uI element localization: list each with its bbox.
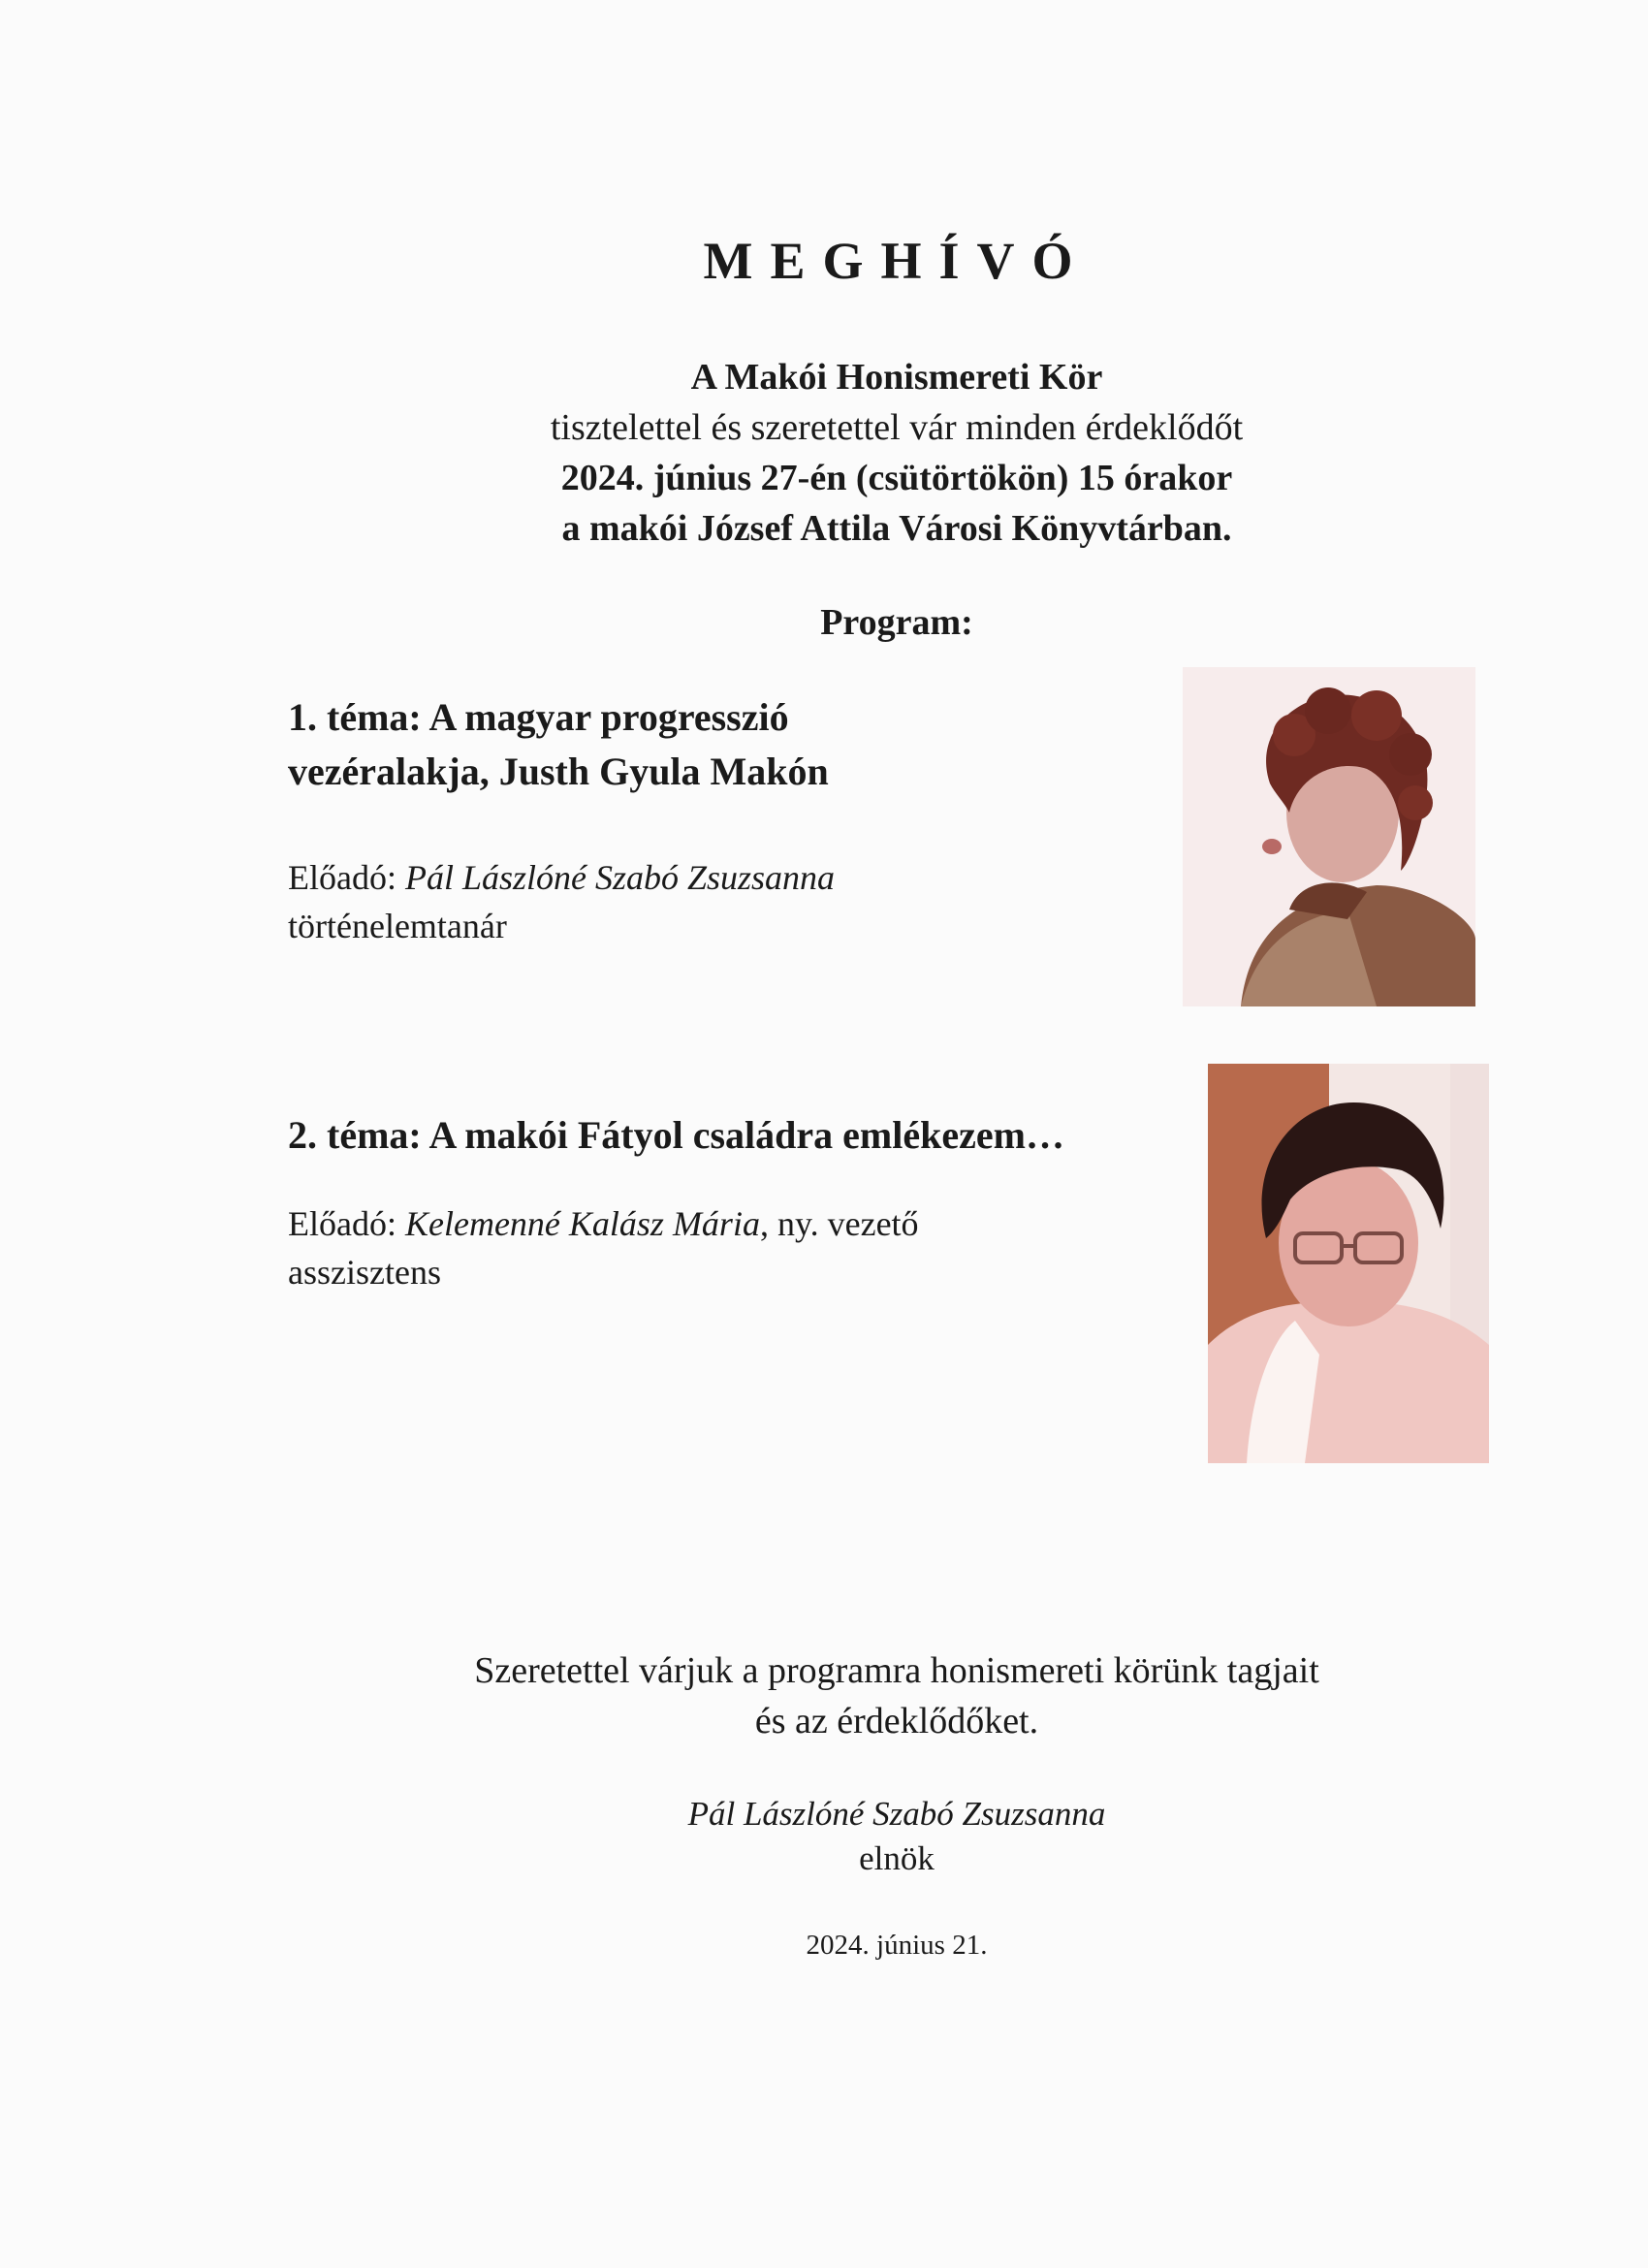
closing-line2: és az érdeklődőket. [754, 1701, 1039, 1741]
presenter-suffix: , ny. vezető [759, 1204, 919, 1243]
topic-1-presenter [288, 853, 835, 950]
intro-block [0, 352, 1648, 554]
invitation-line: tisztelettel és szeretettel vár minden érdeklődőt [550, 407, 1244, 448]
organizer-line: A Makói Honismereti Kör [690, 357, 1103, 398]
venue-line: a makói József Attila Városi Könyvtárban. [561, 508, 1232, 549]
topic-1-title [288, 690, 829, 799]
document-date: 2024. június 21. [806, 1930, 988, 1961]
topic-2-line1: 2. téma: A makói Fátyol családra emlékezem… [288, 1113, 1064, 1157]
presenter-prefix: Előadó: [288, 1204, 405, 1243]
presenter-prefix: Előadó: [288, 858, 405, 897]
portrait-2-graphic [1208, 1064, 1489, 1463]
presenter-role: történelemtanár [288, 907, 507, 945]
topic-2-title [288, 1108, 1064, 1163]
portrait-1-graphic [1183, 667, 1475, 1006]
closing-line1: Szeretettel várjuk a programra honismereti körünk tagjait [474, 1650, 1319, 1691]
topic-1-line1: 1. téma: A magyar progresszió [288, 695, 789, 739]
portrait-photo-icon [1183, 667, 1475, 1006]
topic-1-line2: vezéralakja, Justh Gyula Makón [288, 750, 829, 793]
presenter-name: Pál Lászlóné Szabó Zsuzsanna [404, 858, 836, 897]
program-label: Program: [820, 602, 973, 643]
presenter-name: Kelemenné Kalász Mária [404, 1204, 760, 1243]
signature-name: Pál Lászlóné Szabó Zsuzsanna [687, 1795, 1106, 1833]
closing-block [0, 1645, 1648, 1746]
presenter-role: asszisztens [288, 1253, 441, 1292]
topic-2-presenter [288, 1199, 919, 1296]
signature-role: elnök [859, 1839, 935, 1877]
page-title: MEGHÍVÓ [703, 232, 1091, 290]
datetime-line: 2024. június 27-én (csütörtökön) 15 órakor [560, 458, 1233, 498]
portrait-photo-icon [1208, 1064, 1489, 1463]
